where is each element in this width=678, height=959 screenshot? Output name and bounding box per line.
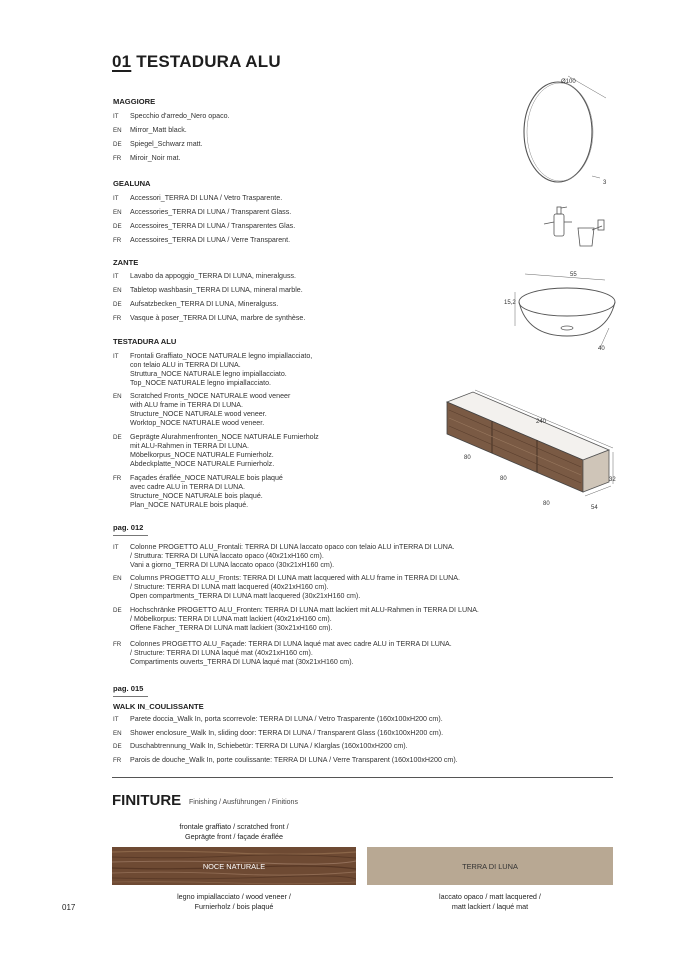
entry-line: with ALU frame in TERRA DI LUNA.: [130, 401, 244, 409]
soap-dispenser-icon: [554, 214, 564, 236]
section-title: TESTADURA ALU: [113, 337, 177, 346]
entry-text: [130, 126, 187, 135]
lang-code: DE: [113, 141, 122, 148]
lang-entry: [113, 474, 283, 510]
entry-text: [130, 574, 460, 601]
section-divider: [112, 777, 613, 778]
entry-text: [130, 314, 305, 323]
entry-line: Geprägte Alurahmenfronten_NOCE NATURALE Furnierholz: [130, 433, 319, 441]
lang-code: EN: [113, 730, 122, 737]
lang-code: DE: [113, 607, 122, 614]
entry-line: Top_NOCE NATURALE legno impiallacciato.: [130, 379, 272, 387]
lang-entry: [113, 236, 290, 245]
lang-code: EN: [113, 575, 122, 582]
page-number: 017: [62, 903, 76, 912]
finish-caption-noce: [112, 892, 356, 911]
glass-holder-icon: [578, 228, 594, 246]
cabinet-depth: 54: [591, 505, 598, 511]
lang-entry: [113, 112, 230, 121]
entry-line: Lavabo da appoggio_TERRA DI LUNA, mineralguss.: [130, 272, 297, 280]
basin-body: [519, 302, 615, 336]
entry-line: Miroir_Noir mat.: [130, 154, 181, 162]
section-title: GEALUNA: [113, 179, 151, 188]
entry-text: [130, 729, 443, 738]
entry-text: [130, 208, 291, 217]
finish-caption-line: matt lackiert / laqué mat: [451, 901, 529, 911]
swatch-label: NOCE NATURALE: [202, 861, 266, 871]
lang-entry: [113, 314, 305, 323]
lang-entry: [113, 352, 312, 388]
lang-entry: [113, 574, 460, 601]
entry-line: / Möbelkorpus: TERRA DI LUNA matt lackiert (40x21xH160 cm).: [130, 615, 332, 623]
mirror-outline: [524, 82, 592, 182]
swatch-noce-naturale: [112, 847, 356, 885]
entry-text: [130, 392, 290, 428]
basin-rim: [519, 288, 615, 316]
lang-code: FR: [113, 641, 122, 648]
mirror-depth: 3: [603, 180, 607, 186]
finish-top-caption-line: frontale graffiato / scratched front /: [179, 822, 289, 831]
lang-code: DE: [113, 223, 122, 230]
lang-code: IT: [113, 273, 119, 280]
pag-015-label: pag. 015: [113, 684, 144, 693]
pag-012-underline: [113, 535, 148, 536]
lang-code: FR: [113, 475, 122, 482]
entry-text: [130, 433, 319, 469]
entry-text: [130, 352, 312, 388]
mirror-drawing: [510, 70, 620, 190]
lang-entry: [113, 222, 295, 231]
lang-code: FR: [113, 155, 122, 162]
cabinet-drawing: [445, 372, 620, 517]
lang-entry: [113, 640, 452, 667]
entry-line: avec cadre ALU in TERRA DI LUNA.: [130, 483, 245, 491]
entry-line: Hochschränke PROGETTO ALU_Fronten: TERRA DI LUNA matt lackiert mit ALU-Rahmen in TERRA DI LUNA.: [130, 606, 479, 614]
finish-top-caption: [112, 822, 356, 841]
lang-entry: [113, 729, 443, 738]
lang-entry: [113, 715, 443, 724]
entry-text: [130, 300, 278, 309]
entry-text: [130, 272, 296, 281]
entry-line: mit ALU-Rahmen in TERRA DI LUNA.: [130, 442, 249, 450]
entry-line: Colonne PROGETTO ALU_Frontali: TERRA DI LUNA laccato opaco con telaio ALU inTERRA DI LUNA.: [130, 543, 455, 551]
lang-entry: [113, 286, 303, 295]
pag-015-underline: [113, 696, 148, 697]
finish-top-caption-line: Geprägte front / façade éraflée: [185, 831, 283, 841]
entry-line: Abdeckplatte_NOCE NATURALE Furnierholz.: [130, 460, 275, 468]
entry-text: [130, 742, 408, 751]
lang-entry: [113, 433, 319, 469]
finish-caption-terra: [367, 892, 613, 911]
lang-entry: [113, 194, 282, 203]
lang-entry: [113, 392, 290, 428]
entry-line: Aufsatzbecken_TERRA DI LUNA, Mineralguss.: [130, 300, 279, 308]
lang-code: EN: [113, 209, 122, 216]
entry-line: Mirror_Matt black.: [130, 126, 187, 134]
basin-width: 55: [570, 272, 577, 278]
entry-line: Vani a giorno_TERRA DI LUNA laccato opaco (30x21xH160 cm).: [130, 561, 335, 569]
lang-entry: [113, 742, 408, 751]
lang-entry: [113, 126, 187, 135]
entry-line: / Struttura: TERRA DI LUNA laccato opaco (40x21xH160 cm).: [130, 552, 324, 560]
basin-height: 15,2: [504, 300, 516, 306]
lang-code: IT: [113, 716, 119, 723]
entry-line: Structure_NOCE NATURALE bois plaqué.: [130, 492, 263, 500]
entry-line: Parete doccia_Walk In, porta scorrevole: TERRA DI LUNA / Vetro Trasparente (160x100xH200 cm).: [130, 715, 443, 723]
entry-line: Accessoires_TERRA DI LUNA / Transparentes Glas.: [130, 222, 296, 230]
entry-line: Worktop_NOCE NATURALE wood veneer.: [130, 419, 265, 427]
entry-line: / Structure: TERRA DI LUNA laqué mat (40x21xH160 cm).: [130, 649, 313, 657]
entry-line: Accessoires_TERRA DI LUNA / Verre Transparent.: [130, 236, 291, 244]
lang-code: FR: [113, 757, 122, 764]
finish-caption-line: legno impiallacciato / wood veneer /: [177, 892, 291, 901]
lang-code: IT: [113, 113, 119, 120]
entry-line: con telaio ALU in TERRA DI LUNA.: [130, 361, 241, 369]
entry-line: Offene Fächer_TERRA DI LUNA matt lackiert (30x21xH160 cm).: [130, 624, 333, 632]
entry-text: [130, 222, 295, 231]
entry-text: [130, 112, 230, 121]
entry-text: [130, 194, 282, 203]
swatch-terra-di-luna: [367, 847, 613, 885]
entry-line: Shower enclosure_Walk In, sliding door: TERRA DI LUNA / Transparent Glass (160x100xH200 cm).: [130, 729, 444, 737]
entry-text: [130, 606, 479, 633]
entry-line: Structure_NOCE NATURALE wood veneer.: [130, 410, 267, 418]
entry-line: Plan_NOCE NATURALE bois plaqué.: [130, 501, 249, 509]
entry-line: Façades éraflée_NOCE NATURALE bois plaqué: [130, 474, 283, 482]
walk-in-title: WALK IN_COULISSANTE: [113, 702, 204, 711]
cabinet-module-2: 80: [500, 476, 507, 482]
entry-line: Parois de douche_Walk In, porte coulissante: TERRA DI LUNA / Verre Transparent (160x100xH200 cm).: [130, 756, 458, 764]
mirror-diameter: Ø100: [561, 79, 576, 85]
entry-line: Struttura_NOCE NATURALE legno impiallacciato.: [130, 370, 287, 378]
cabinet-module-1: 80: [464, 455, 471, 461]
finish-caption-line: Furnierholz / bois plaqué: [194, 901, 274, 911]
entry-text: [130, 286, 303, 295]
entry-text: [130, 543, 455, 570]
lang-code: IT: [113, 544, 119, 551]
lang-entry: [113, 756, 458, 765]
entry-text: [130, 140, 203, 149]
lang-code: FR: [113, 237, 122, 244]
lang-code: EN: [113, 127, 122, 134]
lang-code: EN: [113, 287, 122, 294]
entry-text: [130, 756, 458, 765]
section-title: ZANTE: [113, 258, 139, 267]
lang-code: DE: [113, 434, 122, 441]
finish-caption-line: laccato opaco / matt lacquered /: [439, 892, 541, 901]
entry-line: Columns PROGETTO ALU_Fronts: TERRA DI LUNA matt lacquered with ALU frame in TERRA DI LUNA.: [130, 574, 460, 582]
entry-text: [130, 640, 452, 667]
page-title: [112, 52, 281, 72]
lang-entry: [113, 606, 479, 633]
entry-line: Tabletop washbasin_TERRA DI LUNA, mineral marble.: [130, 286, 303, 294]
cabinet-height: 32: [609, 477, 616, 483]
entry-text: [130, 154, 180, 163]
lang-code: DE: [113, 301, 122, 308]
lang-code: FR: [113, 315, 122, 322]
entry-line: Open compartments_TERRA DI LUNA matt lacquered (30x21xH160 cm).: [130, 592, 361, 600]
section-title: MAGGIORE: [113, 97, 156, 106]
pag-012-label: pag. 012: [113, 523, 144, 532]
entry-text: [130, 236, 290, 245]
lang-code: DE: [113, 743, 122, 750]
accessories-drawing: [540, 200, 610, 250]
lang-entry: [113, 208, 291, 217]
lang-code: IT: [113, 195, 119, 202]
entry-line: Accessories_TERRA DI LUNA / Transparent Glass.: [130, 208, 292, 216]
finiture-subtitle: Finishing / Ausführungen / Finitions: [189, 799, 298, 806]
entry-line: Colonnes PROGETTO ALU_Façade: TERRA DI LUNA laqué mat avec cadre ALU in TERRA DI LUNA.: [130, 640, 452, 648]
cabinet-module-3: 80: [543, 501, 550, 507]
finiture-title: FINITURE: [112, 792, 182, 809]
title-number: 01: [112, 52, 132, 71]
entry-line: / Structure: TERRA DI LUNA matt lacquered (40x21xH160 cm).: [130, 583, 329, 591]
lang-entry: [113, 300, 278, 309]
cabinet-length: 240: [536, 419, 547, 425]
entry-line: Spiegel_Schwarz matt.: [130, 140, 203, 148]
entry-line: Möbelkorpus_NOCE NATURALE Furnierholz.: [130, 451, 274, 459]
basin-depth: 40: [598, 346, 605, 352]
lang-code: EN: [113, 393, 122, 400]
lang-entry: [113, 140, 203, 149]
entry-line: Duschabtrennung_Walk In, Schiebetür: TERRA DI LUNA / Klarglas (160x100xH200 cm).: [130, 742, 408, 750]
title-text: TESTADURA ALU: [136, 52, 281, 71]
lang-entry: [113, 272, 296, 281]
entry-line: Compartiments ouverts_TERRA DI LUNA laqué mat (30x21xH160 cm).: [130, 658, 354, 666]
entry-line: Vasque à poser_TERRA DI LUNA, marbre de synthèse.: [130, 314, 306, 322]
lang-entry: [113, 154, 180, 163]
entry-line: Frontali Graffiato_NOCE NATURALE legno impiallacciato,: [130, 352, 313, 360]
lang-code: IT: [113, 353, 119, 360]
swatch-label: TERRA DI LUNA: [462, 861, 518, 871]
entry-line: Accessori_TERRA DI LUNA / Vetro Trasparente.: [130, 194, 283, 202]
entry-line: Scratched Fronts_NOCE NATURALE wood veneer: [130, 392, 291, 400]
lang-entry: [113, 543, 455, 570]
entry-text: [130, 474, 283, 510]
entry-text: [130, 715, 443, 724]
entry-line: Specchio d'arredo_Nero opaco.: [130, 112, 230, 120]
